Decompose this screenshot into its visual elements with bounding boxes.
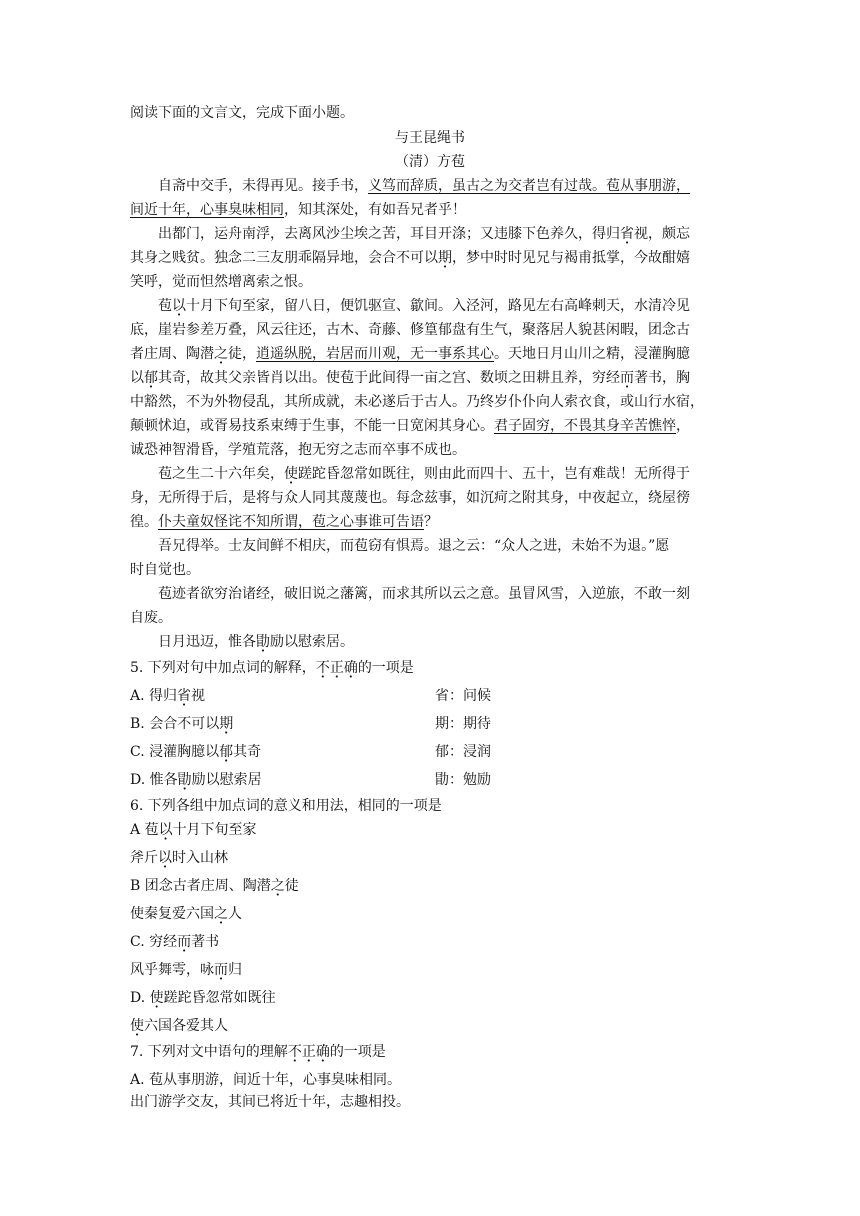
instruction: 阅读下面的文言文，完成下面小题。 <box>130 105 354 121</box>
underlined-sentence: 间近十年，心事臭味相同 <box>130 202 284 218</box>
question-6-option-c-line1: C. 穷经而著书 <box>130 934 220 950</box>
question-6-option-d-line2: 使六国各爱其人 <box>130 1018 228 1034</box>
question-6-option-a-line1: A 苞以十月下旬至家 <box>130 822 257 838</box>
passage-line: 苞迹者欲穷治诸经，破旧说之藩篱，而求其所以云之意。虽冒风雪，入逆旅，不敢一刻 <box>158 586 690 602</box>
question-7-option-a-explanation: 出门游学交友，其间已将近十年，志趣相投。 <box>130 1094 410 1110</box>
dotted-word: 省 <box>620 226 634 242</box>
passage-line: 笑呼，觉而怛然增离索之恨。 <box>130 274 312 290</box>
dotted-word: 之 <box>214 346 228 362</box>
question-7-option-a: A. 苞从事朋游，间近十年，心事臭味相同。 <box>130 1072 402 1088</box>
passage-line: 徨。仆夫童奴怪诧不知所谓，苞之心事谁可告语？ <box>130 514 438 530</box>
passage-line: 颠顿怵迫，或胥易技系束缚于生事，不能一日宽闲其身心。君子固穷，不畏其身辛苦憔悴， <box>130 418 690 434</box>
question-6-option-b-line2: 使秦复爱六国之人 <box>130 906 242 922</box>
underlined-sentence: 仆夫童奴怪诧不知所谓，苞之心事谁可告语 <box>158 514 424 530</box>
passage-author: （清）方苞 <box>395 154 465 170</box>
dotted-word: 期 <box>438 250 452 266</box>
question-5-option-d: D. 惟各勖励以慰索居 勖：勉励 <box>130 772 491 788</box>
question-5-option-b: B. 会合不可以期 期：期待 <box>130 716 491 732</box>
passage-line: 身，无所得于后，是将与众人同其蔑蔑也。每念兹事，如沉疴之附其身，中夜起立，绕屋徬 <box>130 490 690 506</box>
question-7-stem: 7. 下列对文中语句的理解不正确的一项是 <box>130 1044 386 1060</box>
dotted-word: 勖 <box>256 634 270 650</box>
question-6-option-b-line1: B 团念古者庄周、陶潜之徒 <box>130 878 299 894</box>
question-5-option-a: A. 得归省视 省：问候 <box>130 688 491 704</box>
passage-line: 者庄周、陶潜之徒，逍遥纵脱，岩居而川观，无一事系其心。天地日月山川之精，浸灌胸臆 <box>130 346 690 362</box>
underlined-sentence: 君子固穷，不畏其身辛苦憔悴 <box>494 418 676 434</box>
dotted-word: 使 <box>284 466 298 482</box>
passage-line: 时自觉也。 <box>130 562 200 578</box>
underlined-sentence: 逍遥纵脱，岩居而川观，无一事系其心 <box>256 346 494 362</box>
question-6-stem: 6. 下列各组中加点词的意义和用法，相同的一项是 <box>130 798 442 814</box>
passage-line: 出都门，运舟南浮，去离风沙尘埃之苦，耳目开涤；又违膝下色养久，得归省视，颇忘 <box>158 226 690 242</box>
question-6-option-a-line2: 斧斤以时入山林 <box>130 850 228 866</box>
underlined-sentence: 义笃而辞质，虽古之为交者岂有过哉。苞从事朋游， <box>368 178 690 194</box>
passage-line: 苞之生二十六年矣，使蹉跎昏忽常如既往，则由此而四十、五十，岂有难哉！无所得于 <box>158 466 690 482</box>
passage-line: 自废。 <box>130 610 172 626</box>
dotted-word: 以 <box>172 298 186 314</box>
question-5-stem: 5. 下列对句中加点词的解释，不正确的一项是 <box>130 660 414 676</box>
passage-line: 吾兄得举。士友间鲜不相庆，而苞窃有惧焉。退之云：“众人之进，未始不为退。”愿 <box>158 538 670 554</box>
passage-line: 间近十年，心事臭味相同，知其深处，有如吾兄者乎！ <box>130 202 466 218</box>
question-6-option-d-line1: D. 使蹉跎昏忽常如既往 <box>130 990 276 1006</box>
dotted-word: 郁 <box>144 370 158 386</box>
question-5-option-c: C. 浸灌胸臆以郁其奇 郁：浸润 <box>130 744 491 760</box>
passage-title: 与王昆绳书 <box>395 130 465 146</box>
passage-line: 日月迅迈，惟各勖励以慰索居。 <box>158 634 354 650</box>
passage-line: 底，崖岩参差万叠，风云往还，古木、奇藤、修篁郁盘有生气，聚落居人貌甚闲暇，团念古 <box>130 322 690 338</box>
passage-line: 苞以十月下旬至家，留八日，便饥驱宣、歙间。入泾河，路见左右高峰刺天，水清冷见 <box>158 298 690 314</box>
question-6-option-c-line2: 风乎舞雩，咏而归 <box>130 962 242 978</box>
passage-line: 以郁其奇，故其父亲皆肖以出。使苞于此间得一亩之宫、数顷之田耕且养，穷经而著书，胸 <box>130 370 690 386</box>
passage-line: 其身之贱贫。独念二三友朋乖隔异地，会合不可以期，梦中时时见兄与褐甫抵掌，今故酣嬉 <box>130 250 690 266</box>
dotted-word: 而 <box>620 370 634 386</box>
passage-line: 自斋中交手，未得再见。接手书，义笃而辞质，虽古之为交者岂有过哉。苞从事朋游， <box>158 178 690 194</box>
passage-line: 中豁然，不为外物侵乱，其所成就，未必遂后于古人。乃终岁仆仆向人索衣食，或山行水宿， <box>130 394 704 410</box>
passage-line: 诚恐神智滑昏，学殖荒落，抱无穷之志而卒事不成也。 <box>130 442 466 458</box>
